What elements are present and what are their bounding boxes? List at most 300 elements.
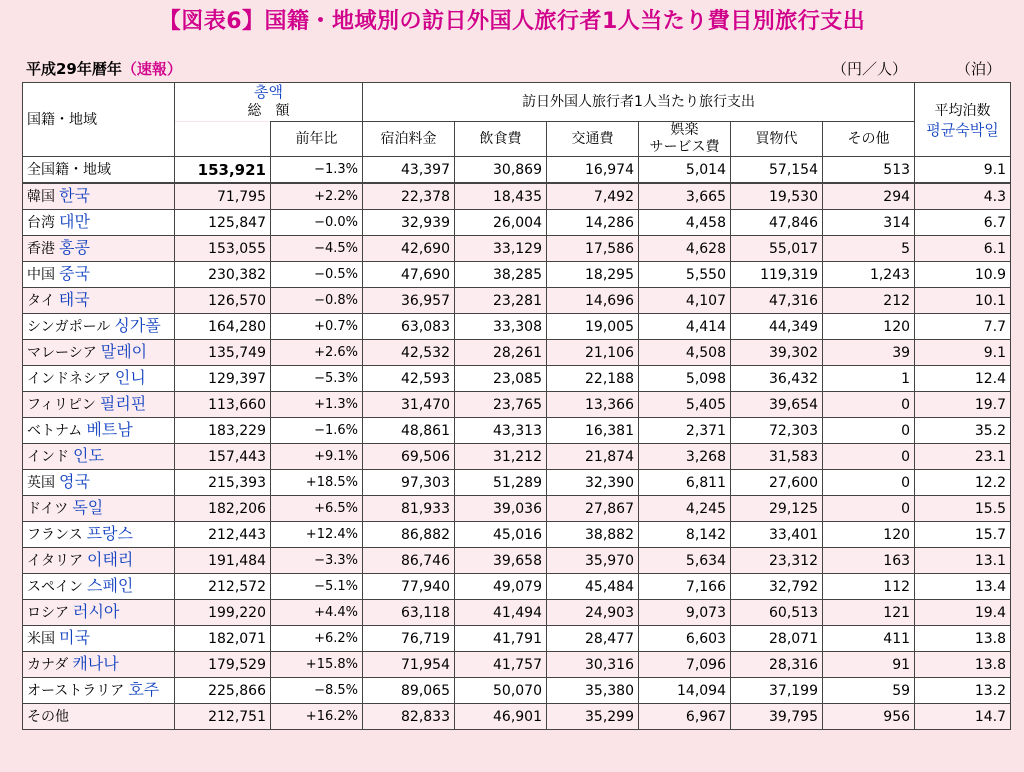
table-row (23, 444, 1011, 470)
cell-lodging: 86,746 (363, 548, 455, 574)
cell-lodging: 42,690 (363, 236, 455, 262)
cell-food: 18,435 (455, 183, 547, 210)
cell-shopping: 72,303 (731, 418, 823, 444)
table-row (23, 704, 1011, 730)
year-text: 平成29年暦年 (26, 60, 122, 78)
cell-lodging: 48,861 (363, 418, 455, 444)
cell-nights: 15.7 (915, 522, 1011, 548)
region-name-ko: 호주 (128, 680, 160, 699)
cell-nights: 6.1 (915, 236, 1011, 262)
cell-transport: 17,586 (547, 236, 639, 262)
cell-food: 50,070 (455, 678, 547, 704)
region-name-ko: 홍콩 (59, 238, 90, 257)
cell-other: 0 (823, 444, 915, 470)
cell-total: 179,529 (175, 652, 271, 678)
header-ent1: 娯楽 (670, 122, 699, 138)
cell-transport: 13,366 (547, 392, 639, 418)
cell-food: 41,757 (455, 652, 547, 678)
cell-transport: 28,477 (547, 626, 639, 652)
region-name-ko: 이태리 (87, 550, 134, 569)
cell-yoy: +6.5% (271, 496, 363, 522)
cell-total: 199,220 (175, 600, 271, 626)
cell-shopping: 119,319 (731, 262, 823, 288)
region-name-jp: ドイツ (27, 501, 69, 517)
region-name-cell (23, 288, 175, 314)
cell-lodging: 42,593 (363, 366, 455, 392)
cell-yoy: −1.6% (271, 418, 363, 444)
cell-food: 39,036 (455, 496, 547, 522)
region-name-jp: ベトナム (27, 423, 83, 439)
cell-ent: 4,508 (639, 340, 731, 366)
region-name-cell (23, 600, 175, 626)
cell-lodging: 86,882 (363, 522, 455, 548)
table-row (23, 626, 1011, 652)
table-row (23, 678, 1011, 704)
cell-shopping: 44,349 (731, 314, 823, 340)
region-name-jp: 香港 (27, 241, 55, 257)
cell-total: 191,484 (175, 548, 271, 574)
cell-other: 212 (823, 288, 915, 314)
cell-lodging: 47,690 (363, 262, 455, 288)
region-name-ko: 인도 (73, 446, 104, 465)
cell-ent: 4,458 (639, 210, 731, 236)
cell-food: 39,658 (455, 548, 547, 574)
cell-total: 212,443 (175, 522, 271, 548)
table-row (23, 210, 1011, 236)
cell-nights: 13.2 (915, 678, 1011, 704)
cell-yoy: +15.8% (271, 652, 363, 678)
cell-food: 45,016 (455, 522, 547, 548)
header-nights-ko: 평균숙박일 (926, 120, 999, 139)
cell-nights: 4.3 (915, 183, 1011, 210)
region-name-ko: 필리핀 (99, 394, 147, 413)
cell-transport: 32,390 (547, 470, 639, 496)
cell-total: 182,071 (175, 626, 271, 652)
region-name-jp: マレーシア (27, 345, 97, 361)
cell-food: 46,901 (455, 704, 547, 730)
table-row (23, 236, 1011, 262)
page-title: 【図表6】国籍・地域別の訪日外国人旅行者1人当たり費目別旅行支出 (158, 9, 866, 34)
cell-shopping: 55,017 (731, 236, 823, 262)
cell-other: 0 (823, 392, 915, 418)
cell-transport: 18,295 (547, 262, 639, 288)
header-lodging: 宿泊料金 (363, 122, 455, 157)
region-name-cell (23, 626, 175, 652)
cell-lodging: 69,506 (363, 444, 455, 470)
region-name-jp: フィリピン (27, 397, 96, 413)
cell-food: 33,129 (455, 236, 547, 262)
region-name-cell (23, 496, 175, 522)
region-name-jp: 米国 (27, 631, 55, 647)
region-name-jp: シンガポール (27, 319, 111, 335)
cell-food: 41,494 (455, 600, 547, 626)
table-row (23, 366, 1011, 392)
cell-ent: 7,096 (639, 652, 731, 678)
header-nights (915, 83, 1011, 157)
cell-total: 129,397 (175, 366, 271, 392)
region-name-jp: インドネシア (27, 371, 111, 387)
cell-transport: 35,380 (547, 678, 639, 704)
region-name-jp: タイ (27, 293, 55, 309)
cell-ent: 4,107 (639, 288, 731, 314)
cell-food: 31,212 (455, 444, 547, 470)
cell-ent: 5,550 (639, 262, 731, 288)
cell-yoy: +12.4% (271, 522, 363, 548)
table-row (23, 574, 1011, 600)
region-name-cell (23, 314, 175, 340)
cell-other: 0 (823, 418, 915, 444)
region-name-jp: その他 (27, 708, 69, 725)
cell-shopping: 57,154 (731, 157, 823, 184)
cell-other: 1,243 (823, 262, 915, 288)
region-name-jp: インド (27, 449, 69, 465)
cell-other: 91 (823, 652, 915, 678)
cell-yoy: −8.5% (271, 678, 363, 704)
cell-food: 28,261 (455, 340, 547, 366)
cell-nights: 6.7 (915, 210, 1011, 236)
table-row (23, 288, 1011, 314)
table-row (23, 392, 1011, 418)
header-region: 国籍・地域 (23, 83, 175, 157)
cell-shopping: 28,071 (731, 626, 823, 652)
cell-lodging: 81,933 (363, 496, 455, 522)
cell-nights: 14.7 (915, 704, 1011, 730)
region-name-cell (23, 210, 175, 236)
cell-ent: 8,142 (639, 522, 731, 548)
table-row (23, 340, 1011, 366)
cell-transport: 22,188 (547, 366, 639, 392)
cell-nights: 7.7 (915, 314, 1011, 340)
cell-transport: 21,106 (547, 340, 639, 366)
cell-yoy: +1.3% (271, 392, 363, 418)
cell-nights: 13.1 (915, 548, 1011, 574)
cell-other: 294 (823, 183, 915, 210)
header-other: その他 (823, 122, 915, 157)
cell-shopping: 27,600 (731, 470, 823, 496)
cell-nights: 10.9 (915, 262, 1011, 288)
cell-transport: 16,381 (547, 418, 639, 444)
cell-lodging: 36,957 (363, 288, 455, 314)
table-row (23, 522, 1011, 548)
region-name-ko: 한국 (59, 186, 90, 205)
cell-other: 513 (823, 157, 915, 184)
cell-lodging: 63,118 (363, 600, 455, 626)
region-name-cell (23, 444, 175, 470)
region-name-ko: 프랑스 (86, 524, 133, 543)
cell-total: 125,847 (175, 210, 271, 236)
region-name-ko: 영국 (59, 472, 90, 491)
cell-ent: 6,603 (639, 626, 731, 652)
region-name-ko: 인니 (114, 368, 146, 387)
cell-shopping: 36,432 (731, 366, 823, 392)
header-total-ko: 총액 (254, 83, 283, 101)
region-name-jp: 中国 (27, 267, 55, 283)
cell-yoy: +9.1% (271, 444, 363, 470)
cell-lodging: 32,939 (363, 210, 455, 236)
cell-total: 71,795 (175, 183, 271, 210)
cell-total: 135,749 (175, 340, 271, 366)
cell-food: 51,289 (455, 470, 547, 496)
cell-lodging: 77,940 (363, 574, 455, 600)
cell-other: 5 (823, 236, 915, 262)
region-name-cell (23, 157, 175, 184)
table-row (23, 262, 1011, 288)
region-name-jp: 台湾 (27, 215, 55, 231)
cell-food: 23,765 (455, 392, 547, 418)
cell-yoy: −0.8% (271, 288, 363, 314)
region-name-ko: 대만 (59, 212, 90, 231)
region-name-cell (23, 366, 175, 392)
cell-transport: 45,484 (547, 574, 639, 600)
cell-food: 43,313 (455, 418, 547, 444)
region-name-jp: カナダ (27, 657, 69, 673)
region-name-ko: 말레이 (100, 342, 148, 361)
cell-food: 33,308 (455, 314, 547, 340)
cell-ent: 7,166 (639, 574, 731, 600)
cell-ent: 6,811 (639, 470, 731, 496)
region-name-jp: スペイン (27, 579, 83, 595)
cell-nights: 23.1 (915, 444, 1011, 470)
cell-nights: 9.1 (915, 157, 1011, 184)
cell-yoy: +2.2% (271, 183, 363, 210)
region-name-jp: ロシア (27, 605, 69, 621)
region-name-cell (23, 652, 175, 678)
region-name-ko: 태국 (58, 290, 90, 309)
region-name-ko: 캐나나 (72, 654, 119, 673)
region-name-cell (23, 340, 175, 366)
region-name-jp: 韓国 (27, 189, 55, 205)
cell-food: 41,791 (455, 626, 547, 652)
header-nights-jp: 平均泊数 (934, 102, 991, 119)
table-row (23, 548, 1011, 574)
cell-other: 39 (823, 340, 915, 366)
cell-yoy: −0.5% (271, 262, 363, 288)
cell-ent: 6,967 (639, 704, 731, 730)
cell-food: 26,004 (455, 210, 547, 236)
table-row (23, 470, 1011, 496)
cell-other: 112 (823, 574, 915, 600)
cell-total: 164,280 (175, 314, 271, 340)
region-name-jp: オーストラリア (27, 683, 125, 699)
cell-transport: 14,696 (547, 288, 639, 314)
cell-total: 215,393 (175, 470, 271, 496)
cell-transport: 19,005 (547, 314, 639, 340)
cell-nights: 12.2 (915, 470, 1011, 496)
cell-total: 157,443 (175, 444, 271, 470)
region-name-ko: 독일 (72, 498, 104, 517)
cell-nights: 9.1 (915, 340, 1011, 366)
cell-shopping: 28,316 (731, 652, 823, 678)
region-name-cell (23, 392, 175, 418)
cell-ent: 5,014 (639, 157, 731, 184)
header-total-blank (175, 122, 271, 157)
region-name-ko: 베트남 (86, 420, 133, 439)
table-row (23, 652, 1011, 678)
header-ent2: サービス費 (649, 139, 720, 155)
cell-lodging: 43,397 (363, 157, 455, 184)
cell-shopping: 39,795 (731, 704, 823, 730)
cell-food: 30,869 (455, 157, 547, 184)
unit-yen-label: （円／人） (832, 60, 908, 78)
cell-ent: 14,094 (639, 678, 731, 704)
header-total (175, 83, 363, 122)
cell-transport: 24,903 (547, 600, 639, 626)
cell-other: 120 (823, 522, 915, 548)
cell-transport: 35,299 (547, 704, 639, 730)
cell-ent: 5,405 (639, 392, 731, 418)
cell-food: 23,281 (455, 288, 547, 314)
cell-shopping: 33,401 (731, 522, 823, 548)
expenditure-table (22, 82, 1011, 730)
cell-other: 1 (823, 366, 915, 392)
cell-shopping: 47,846 (731, 210, 823, 236)
cell-transport: 21,874 (547, 444, 639, 470)
cell-shopping: 31,583 (731, 444, 823, 470)
cell-shopping: 23,312 (731, 548, 823, 574)
cell-yoy: +6.2% (271, 626, 363, 652)
subheader (22, 58, 1012, 82)
year-label (26, 58, 182, 79)
cell-transport: 30,316 (547, 652, 639, 678)
unit-nights-label: （泊） (956, 60, 1002, 78)
table-row (23, 314, 1011, 340)
region-name-cell (23, 522, 175, 548)
cell-other: 0 (823, 496, 915, 522)
cell-total: 126,570 (175, 288, 271, 314)
cell-total: 183,229 (175, 418, 271, 444)
header-total-jp: 総 額 (247, 103, 290, 119)
region-name-jp: イタリア (27, 553, 83, 569)
flash-label: （速報） (121, 60, 182, 78)
cell-other: 121 (823, 600, 915, 626)
table-row (23, 157, 1011, 184)
cell-nights: 13.8 (915, 626, 1011, 652)
cell-yoy: −0.0% (271, 210, 363, 236)
table-row (23, 183, 1011, 210)
cell-transport: 35,970 (547, 548, 639, 574)
cell-shopping: 47,316 (731, 288, 823, 314)
cell-nights: 19.7 (915, 392, 1011, 418)
cell-nights: 13.8 (915, 652, 1011, 678)
header-yoy: 前年比 (271, 122, 363, 157)
cell-lodging: 22,378 (363, 183, 455, 210)
region-name-cell (23, 470, 175, 496)
cell-ent: 4,245 (639, 496, 731, 522)
cell-food: 38,285 (455, 262, 547, 288)
header-entertainment (639, 122, 731, 157)
cell-yoy: +0.7% (271, 314, 363, 340)
cell-ent: 9,073 (639, 600, 731, 626)
cell-nights: 13.4 (915, 574, 1011, 600)
cell-yoy: −1.3% (271, 157, 363, 184)
region-name-cell (23, 262, 175, 288)
cell-nights: 10.1 (915, 288, 1011, 314)
header-shopping: 買物代 (731, 122, 823, 157)
cell-nights: 35.2 (915, 418, 1011, 444)
cell-transport: 16,974 (547, 157, 639, 184)
cell-total: 182,206 (175, 496, 271, 522)
region-name-cell (23, 704, 175, 730)
region-name-ko: 중국 (59, 264, 90, 283)
region-name-cell (23, 574, 175, 600)
cell-transport: 27,867 (547, 496, 639, 522)
table-row (23, 600, 1011, 626)
region-name-jp: フランス (27, 527, 83, 543)
cell-food: 49,079 (455, 574, 547, 600)
header-spend-group: 訪日外国人旅行者1人当たり旅行支出 (363, 83, 915, 122)
cell-ent: 2,371 (639, 418, 731, 444)
cell-lodging: 82,833 (363, 704, 455, 730)
cell-food: 23,085 (455, 366, 547, 392)
cell-shopping: 32,792 (731, 574, 823, 600)
cell-total: 230,382 (175, 262, 271, 288)
cell-yoy: −3.3% (271, 548, 363, 574)
region-name-cell (23, 678, 175, 704)
region-name-cell (23, 236, 175, 262)
cell-nights: 15.5 (915, 496, 1011, 522)
cell-other: 0 (823, 470, 915, 496)
cell-lodging: 63,083 (363, 314, 455, 340)
cell-lodging: 76,719 (363, 626, 455, 652)
cell-nights: 19.4 (915, 600, 1011, 626)
cell-shopping: 39,302 (731, 340, 823, 366)
cell-ent: 3,268 (639, 444, 731, 470)
region-name-cell (23, 183, 175, 210)
cell-ent: 3,665 (639, 183, 731, 210)
cell-transport: 38,882 (547, 522, 639, 548)
region-name-cell (23, 548, 175, 574)
cell-other: 163 (823, 548, 915, 574)
cell-yoy: +4.4% (271, 600, 363, 626)
region-name-ko: 러시아 (73, 602, 120, 621)
region-name-jp: 全国籍・地域 (27, 161, 111, 178)
cell-yoy: −5.1% (271, 574, 363, 600)
cell-total: 212,751 (175, 704, 271, 730)
region-name-ko: 미국 (59, 628, 90, 647)
table-body (23, 157, 1011, 730)
cell-lodging: 89,065 (363, 678, 455, 704)
cell-total: 153,055 (175, 236, 271, 262)
cell-yoy: +2.6% (271, 340, 363, 366)
region-name-ko: 스페인 (87, 576, 134, 595)
cell-total: 225,866 (175, 678, 271, 704)
region-name-cell (23, 418, 175, 444)
cell-shopping: 37,199 (731, 678, 823, 704)
cell-yoy: −4.5% (271, 236, 363, 262)
cell-total: 212,572 (175, 574, 271, 600)
cell-other: 120 (823, 314, 915, 340)
cell-lodging: 71,954 (363, 652, 455, 678)
region-name-jp: 英国 (27, 475, 55, 491)
cell-ent: 5,634 (639, 548, 731, 574)
cell-yoy: +18.5% (271, 470, 363, 496)
cell-ent: 4,628 (639, 236, 731, 262)
cell-shopping: 19,530 (731, 183, 823, 210)
table-row (23, 418, 1011, 444)
cell-transport: 14,286 (547, 210, 639, 236)
cell-other: 314 (823, 210, 915, 236)
cell-lodging: 31,470 (363, 392, 455, 418)
header-transport: 交通費 (547, 122, 639, 157)
table-row (23, 496, 1011, 522)
cell-nights: 12.4 (915, 366, 1011, 392)
cell-shopping: 60,513 (731, 600, 823, 626)
cell-lodging: 42,532 (363, 340, 455, 366)
cell-shopping: 39,654 (731, 392, 823, 418)
cell-shopping: 29,125 (731, 496, 823, 522)
cell-ent: 5,098 (639, 366, 731, 392)
cell-other: 59 (823, 678, 915, 704)
